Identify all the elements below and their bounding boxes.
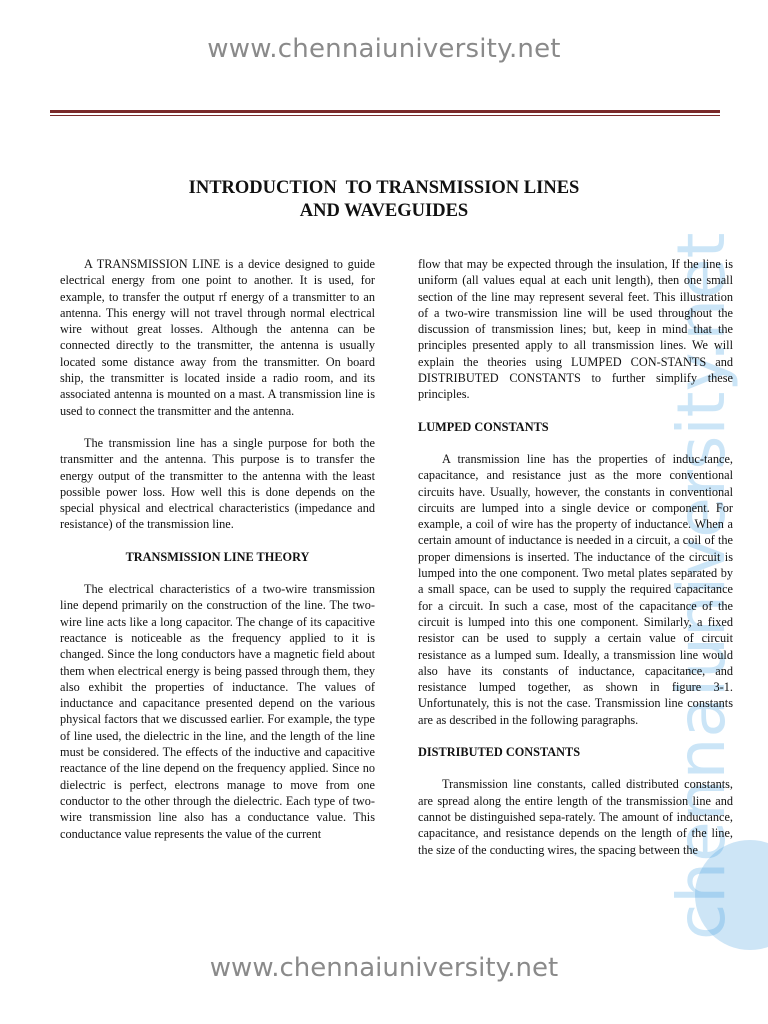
header-divider [50, 110, 720, 113]
right-column [418, 256, 733, 858]
watermark-text: chennaiuniversity.net [663, 232, 740, 940]
title-line-2: AND WAVEGUIDES [299, 201, 469, 221]
site-url-footer: www.chennaiuniversity.net [209, 953, 559, 983]
section-heading: TRANSMISSION LINE THEORY [125, 549, 310, 564]
left-column [60, 256, 375, 842]
paragraph: flow that may be expected through the insulation, If the line is uniform (all values equal at each unit length), then one small section of the line may represent several feet. This illustration of a two-wire transmission line will be used throughout the discussion of transmission lines; but, keep in mind that the principles presented apply to all transmission lines. We will explain the theories using LUMPED CON-STANTS and DISTRIBUTED CONSTANTS to further simplify these principles. [418, 257, 733, 402]
paragraph: A TRANSMISSION LINE is a device designed to guide electrical energy from one point to another. It is used, for example, to transfer the output rf energy of a transmitter to an antenna. This energy will not travel through normal electrical wire without great losses. Although the antenna can be connected directly to the transmitter, the antenna is usually located some distance away from the transmitter. On board ship, the transmitter is located inside a radio room, and its associated antenna is mounted on a mast. A transmission line is used to connect the transmitter and the antenna. [60, 257, 375, 418]
header-divider-thin [50, 115, 720, 116]
paragraph: A transmission line has the properties of induc-tance, capacitance, and resistance just as the more conventional circuits have. Usually, however, the constants in conventional circuits are lumped into a single device or component. For example, a coil of wire has the property of inductance. When a certain amount of inductance is needed in a circuit, a coil of the proper dimensions is inserted. The inductance of the circuit is lumped into the one component. Two metal plates separated by a small space, can be used to supply the required capacitance for a circuit. In such a case, most of the capacitance of the circuit is lumped into this one component. Similarly, a fixed resistor can be used to supply a certain value of circuit resistance as a lumped sum. Ideally, a transmission line would also have its constants of inductance, capacitance, and resistance lumped together, as shown in figure 3-1. Unfortunately, this is not the case. Transmission line constants are as described in the following paragraphs. [418, 451, 733, 727]
title-line-1: INTRODUCTION TO TRANSMISSION LINES [188, 178, 580, 198]
document-title [0, 177, 768, 223]
section-heading: LUMPED CONSTANTS [418, 419, 549, 434]
site-url-header: www.chennaiuniversity.net [207, 34, 561, 64]
paragraph: The electrical characteristics of a two-wire transmission line depend primarily on the construction of the line. The two-wire line acts like a long capacitor. The change of its capacitive reactance is noticeable as the frequency applied to it is changed. Since the long conductors have a magnetic field about them when electrical energy is being passed through them, they also exhibit the properties of inductance. The values of inductance and capacitance presented depend on the various physical factors that we discussed earlier. For example, the type of line used, the dielectric in the line, and the length of the line must be considered. The effects of the inductive and capacitive reactance of the line depend on the frequency applied. Since no dielectric is perfect, electrons manage to move from one conductor to the other through the dielectric. Each type of two-wire transmission line also has a conductance value. This conductance value represents the value of the current [60, 582, 375, 841]
paragraph: The transmission line has a single purpose for both the transmitter and the antenna. This purpose is to transfer the energy output of the transmitter to the antenna with the least possible power loss. How well this is done depends on the special physical and electrical characteristics (impedance and resistance) of the transmission line. [60, 435, 375, 532]
paragraph: Transmission line constants, called distributed constants, are spread along the entire length of the transmission line and cannot be distinguished sepa-rately. The amount of inductance, capacitance, and resistance depends on the length of the line, the size of the conducting wires, the spacing between the [418, 777, 733, 857]
section-heading: DISTRIBUTED CONSTANTS [418, 745, 581, 760]
